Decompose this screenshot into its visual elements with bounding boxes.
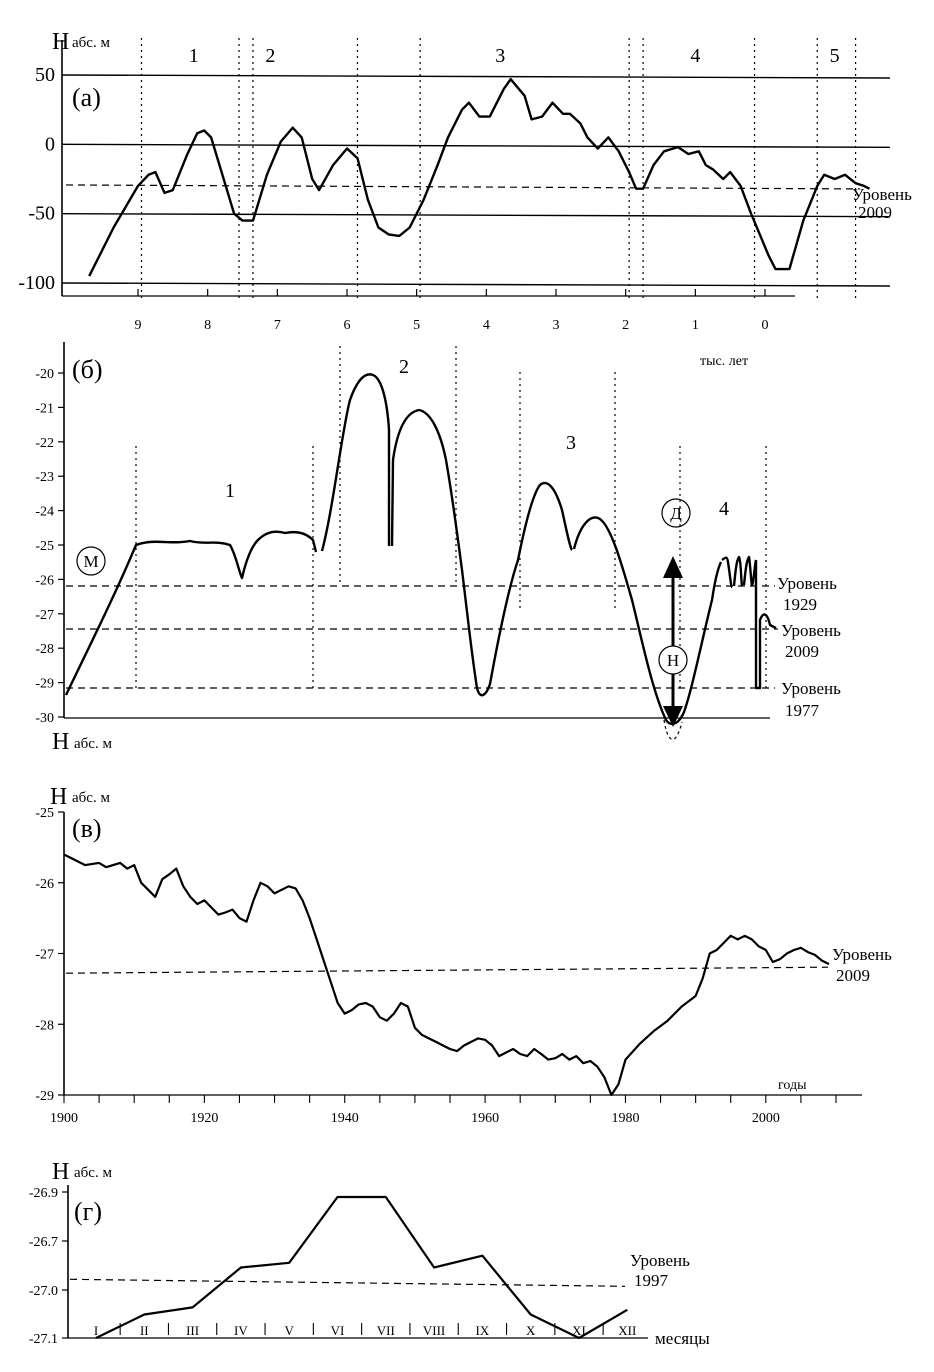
panel-b-y-title: Н: [52, 729, 70, 755]
panel-g-ref-label: Уровень: [630, 1251, 690, 1270]
panel-a-y-title: Н: [52, 29, 70, 55]
panel-g-x-tick-label: X: [526, 1323, 536, 1338]
panel-a-gridlines: [62, 75, 890, 286]
panel-a-y-tick-label: -100: [18, 272, 55, 294]
panel-a-x-tick-label: 3: [552, 318, 560, 333]
panel-a-segment-label: 4: [690, 45, 701, 67]
panel-a-y-tick-label: -50: [28, 202, 55, 225]
panel-v-label: (в): [72, 814, 102, 843]
panel-g-ref-year: 1997: [634, 1271, 668, 1290]
panel-a-y-tick-label: 50: [35, 64, 55, 86]
panel-a-gridline: [62, 144, 890, 147]
panel-v-x-ticks: [50, 1095, 836, 1126]
panel-b-y-tick-label: -24: [35, 504, 54, 520]
panel-b: [35, 342, 841, 755]
panel-a-x-tick-label: 2: [622, 318, 630, 333]
panel-g-x-tick-label: IX: [475, 1323, 490, 1338]
panel-a-ref-label: Уровень: [852, 185, 912, 204]
panel-g-y-tick-label: -26.7: [28, 1235, 58, 1250]
panel-v-ref-year: 2009: [836, 966, 870, 985]
panel-v-y-tick-label: -27: [35, 947, 54, 963]
panel-g-x-tick-label: XII: [618, 1323, 637, 1338]
panel-g-y-tick-label: -26.9: [28, 1186, 58, 1201]
panel-a: [18, 29, 912, 369]
panel-v-y-title: Н: [50, 784, 68, 810]
panel-v-y-ticks: [35, 806, 64, 1104]
panel-v-y-tick-label: -28: [35, 1018, 54, 1034]
panel-v-x-tick-label: 1940: [330, 1111, 359, 1126]
panel-b-y-tick-label: -28: [35, 642, 54, 658]
panel-b-ref-label: Уровень: [777, 574, 837, 593]
panel-a-gridline: [62, 75, 890, 78]
panel-b-y-tick-label: -25: [35, 539, 54, 554]
panel-b-circle-text: М: [83, 552, 99, 571]
panel-b-circle-text: Н: [666, 651, 680, 670]
panel-g: [29, 1159, 710, 1348]
panel-a-y-tick-label: 0: [45, 133, 55, 156]
panel-v-ref-line: [66, 967, 828, 973]
panel-g-x-tick-label: IV: [234, 1323, 248, 1338]
panel-a-series-line: [89, 79, 869, 276]
panel-g-x-tick-label: XI: [572, 1323, 586, 1338]
panel-a-x-tick-label: 4: [482, 318, 490, 333]
panel-a-segment-label: 1: [188, 45, 199, 67]
panel-a-x-tick-label: 0: [761, 318, 769, 333]
panel-b-series-seg-3: [574, 517, 721, 723]
panel-b-segment-label: 3: [566, 432, 576, 454]
panel-g-ref-line: [70, 1279, 625, 1286]
panel-a-x-tick-label: 7: [273, 318, 281, 333]
panel-a-x-tick-label: 8: [204, 318, 212, 333]
panel-b-segment-label: 2: [399, 356, 409, 378]
panel-g-x-tick-label: VIII: [422, 1323, 446, 1338]
panel-g-x-tick-label: I: [93, 1323, 99, 1338]
panel-b-y-unit: абс. м: [74, 736, 112, 752]
panel-b-ref-year: 2009: [785, 642, 819, 661]
panel-g-y-tick-label: -27.0: [28, 1284, 58, 1299]
panel-b-label: (б): [72, 355, 103, 384]
panel-a-segment-label: 2: [265, 45, 276, 67]
panel-a-x-tick-label: 6: [343, 318, 351, 333]
panel-b-y-tick-label: -22: [35, 435, 54, 451]
panel-a-x-tick-label: 9: [134, 318, 142, 333]
panel-b-ref-year: 1929: [783, 595, 817, 614]
panel-v-x-tick-label: 1960: [471, 1111, 500, 1126]
panel-v-x-tick-label: 1900: [50, 1111, 78, 1126]
panel-g-y-unit: абс. м: [74, 1165, 112, 1181]
panel-g-x-tick-label: VII: [376, 1323, 395, 1338]
panel-v-y-tick-label: -29: [35, 1089, 54, 1104]
panel-g-y-ticks: [29, 1186, 68, 1347]
panel-b-series-seg-2b: [392, 410, 572, 695]
panel-b-series-seg-2a: [322, 374, 389, 551]
panel-g-label: (г): [74, 1197, 102, 1226]
panel-g-y-tick-label: -27.1: [28, 1332, 58, 1347]
panel-b-circle-text: Д: [670, 504, 682, 523]
panel-b-y-tick-label: -30: [35, 711, 54, 726]
panel-b-arrow-head-down: [663, 706, 683, 727]
panel-g-y-title: Н: [52, 1159, 70, 1185]
panel-v-x-tick-label: 1980: [611, 1111, 640, 1126]
panel-b-series-seg-1: [66, 532, 316, 695]
panel-b-y-ticks: [35, 367, 64, 726]
panel-a-x-unit: тыс. лет: [700, 354, 749, 369]
panel-a-y-unit: абс. м: [72, 35, 110, 51]
panel-b-ref-year: 1977: [785, 701, 819, 720]
panel-a-x-tick-label: 5: [413, 318, 421, 333]
panel-g-x-unit: месяцы: [655, 1329, 710, 1348]
panel-v-y-unit: абс. м: [72, 790, 110, 806]
panel-v-ref-label: Уровень: [832, 945, 892, 964]
panel-v: [35, 784, 892, 1126]
panel-a-segment-label: 3: [495, 45, 506, 67]
panel-a-label: (а): [72, 83, 101, 112]
panel-a-ref-year: 2009: [858, 203, 892, 222]
panel-b-segment-label: 1: [225, 480, 235, 502]
panel-v-series-line: [64, 855, 829, 1096]
panel-b-y-tick-label: -20: [35, 367, 54, 382]
panel-b-y-tick-label: -29: [35, 676, 54, 692]
panel-a-y-ticks: [18, 64, 55, 294]
panel-g-x-tick-label: V: [284, 1323, 294, 1338]
panel-b-y-tick-label: -23: [35, 470, 54, 486]
panel-b-y-tick-label: -26: [35, 573, 54, 589]
panel-b-y-tick-label: -21: [35, 401, 54, 417]
panel-b-ref-label: Уровень: [781, 621, 841, 640]
panel-g-x-tick-label: VI: [330, 1323, 345, 1338]
panel-v-y-tick-label: -26: [35, 876, 54, 892]
panel-v-x-tick-label: 1920: [190, 1111, 219, 1126]
panel-g-x-tick-label: II: [139, 1323, 149, 1338]
panel-b-y-tick-label: -27: [35, 607, 54, 623]
panel-v-x-unit: годы: [778, 1078, 807, 1093]
panel-b-series-seg-4: [722, 557, 756, 587]
panel-g-series-line: [93, 1197, 627, 1338]
panel-a-gridline: [62, 214, 890, 217]
panel-v-x-tick-label: 2000: [751, 1111, 780, 1126]
panel-g-x-tick-label: III: [186, 1323, 200, 1338]
panel-a-x-tick-label: 1: [691, 318, 699, 333]
panel-b-range-arrow: [663, 556, 683, 727]
panel-a-gridline: [62, 283, 890, 286]
panel-b-segment-label: 4: [719, 498, 729, 520]
panel-a-segment-labels: [189, 45, 840, 67]
panel-b-ref-label: Уровень: [781, 679, 841, 698]
panel-a-segment-label: 5: [829, 45, 840, 67]
panel-v-y-tick-label: -25: [35, 806, 54, 821]
